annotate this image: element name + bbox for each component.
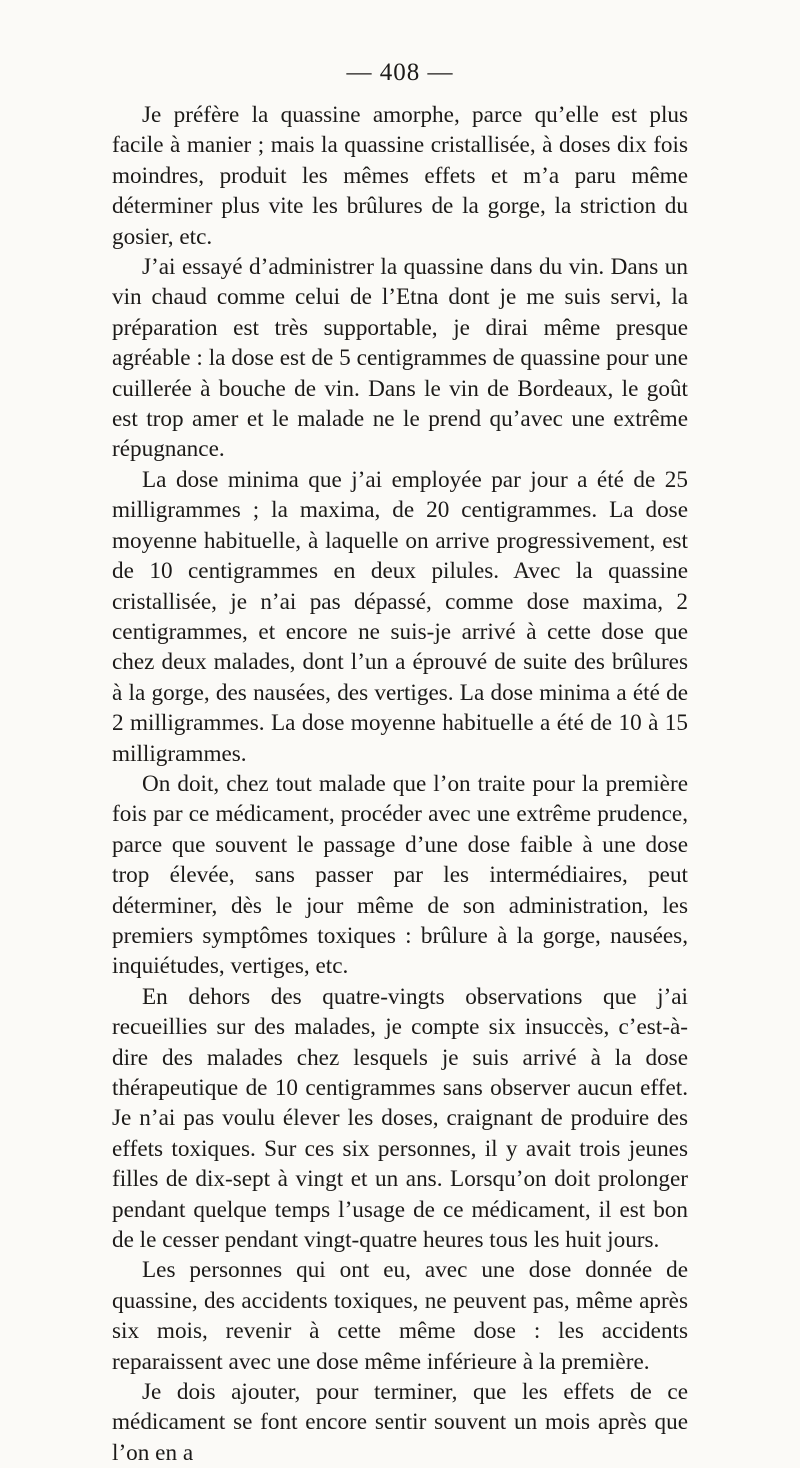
page-body [112, 100, 688, 1468]
paragraph-4: On doit, chez tout malade que l’on traite pour la première fois par ce médicament, procéder avec une extrême prudence, parce que souvent le passage d’une dose faible à une dose trop élevée, sans passer par les intermédiaires, peut déterminer, dès le jour même de son administration, les premiers symptômes toxiques : brûlure à la gorge, nausées, inquiétudes, vertiges, etc. [112, 770, 688, 980]
paragraph-3: La dose minima que j’ai employée par jour a été de 25 milligrammes ; la maxima, de 20 centigrammes. La dose moyenne habituelle, à laquelle on arrive progressivement, est de 10 centigrammes en deux pilules. Avec la quassine cristallisée, je n’ai pas dépassé, comme dose maxima, 2 centigrammes, et encore ne suis-je arrivé à cette dose que chez deux malades, dont l’un a éprouvé de suite des brûlures à la gorge, des nausées, des vertiges. La dose minima a été de 2 milligrammes. La dose moyenne habituelle a été de 10 à 15 milligrammes. [112, 466, 688, 767]
paragraph-6: Les personnes qui ont eu, avec une dose donnée de quassine, des accidents toxiques, ne peuvent pas, même après six mois, revenir à cette même dose : les accidents reparaissent avec une dose même inférieure à la première. [112, 1257, 688, 1375]
paragraph-2: J’ai essayé d’administrer la quassine dans du vin. Dans un vin chaud comme celui de l’Etna dont je me suis servi, la préparation est très supportable, je dirai même presque agréable : la dose est de 5 centigrammes de quassine pour une cuillerée à bouche de vin. Dans le vin de Bordeaux, le goût est trop amer et le malade ne le prend qu’avec une extrême répugnance. [112, 254, 688, 463]
page-number: — 408 — [346, 59, 454, 86]
paragraph-7: Je dois ajouter, pour terminer, que les effets de ce médicament se font encore sentir souvent un mois après que l’on en a [112, 1379, 688, 1466]
paragraph-1: Je préfère la quassine amorphe, parce qu’elle est plus facile à manier ; mais la quassine cristallisée, à doses dix fois moindres, produit les mêmes effets et m’a paru même déterminer plus vite les brûlures de la gorge, la striction du gosier, etc. [112, 102, 688, 250]
paragraph-5: En dehors des quatre-vingts observations que j’ai recueillies sur des malades, je compte six insuccès, c’est-à-dire des malades chez lesquels je suis arrivé à la dose thérapeutique de 10 centigrammes sans observer aucun effet. Je n’ai pas voulu élever les doses, craignant de produire des effets toxiques. Sur ces six personnes, il y avait trois jeunes filles de dix-sept à vingt et un ans. Lorsqu’on doit prolonger pendant quelque temps l’usage de ce médicament, il est bon de le cesser pendant vingt-quatre heures tous les huit jours. [112, 983, 688, 1254]
